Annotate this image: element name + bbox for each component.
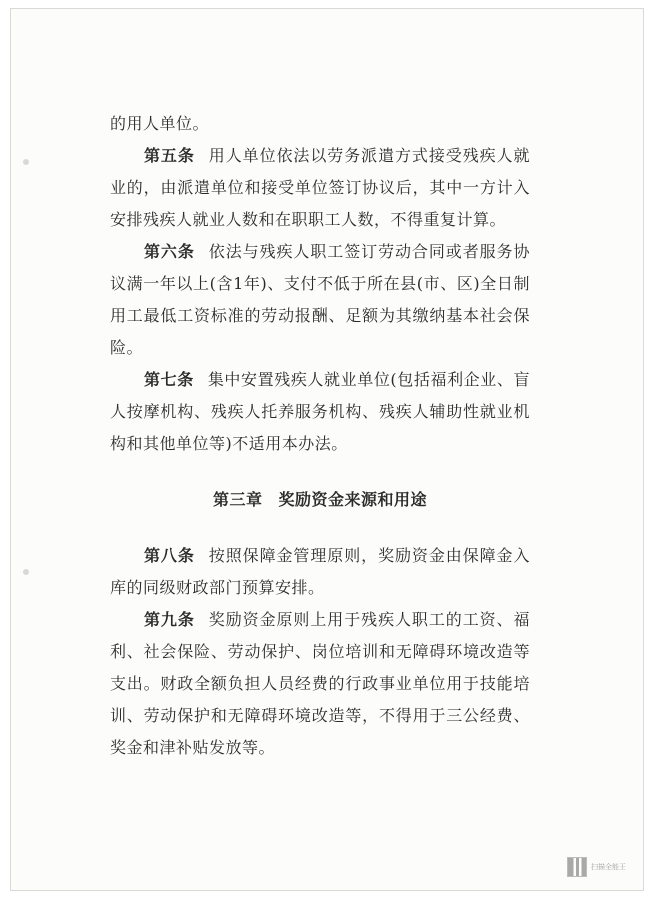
paragraph-text: 的用人单位。 [110,114,210,133]
article-8 [110,540,530,604]
scanner-watermark [567,857,626,877]
binding-hole-mark [23,569,29,575]
article-7 [110,364,530,460]
article-9 [110,604,530,764]
article-number: 第七条 [144,370,194,389]
watermark-label: 扫描全能王 [591,862,626,871]
qr-code-icon [567,857,587,877]
article-number: 第六条 [144,242,195,261]
article-5 [110,140,530,236]
chapter-title: 奖励资金来源和用途 [278,490,428,509]
article-text: 按照保障金管理原则，奖励资金由保障金入库的同级财政部门预算安排。 [110,546,530,597]
document-body [110,108,530,764]
paragraph-continuation [110,108,530,140]
chapter-heading [110,484,530,516]
article-text: 奖励资金原则上用于残疾人职工的工资、福利、社会保险、劳动保护、岗位培训和无障碍环境改造等支出。财政全额负担人员经费的行政事业单位用于技能培训、劳动保护和无障碍环境改造等，不得用于三公经费、奖金和津补贴发放等。 [110,610,530,757]
chapter-number: 第三章 [212,490,263,509]
article-number: 第九条 [144,610,195,629]
binding-hole-mark [23,159,29,165]
article-number: 第五条 [144,146,195,165]
article-6 [110,236,530,364]
article-text: 集中安置残疾人就业单位(包括福利企业、盲人按摩机构、残疾人托养服务机构、残疾人辅助性就业机构和其他单位等)不适用本办法。 [110,370,530,453]
article-text: 用人单位依法以劳务派遣方式接受残疾人就业的，由派遣单位和接受单位签订协议后，其中一方计入安排残疾人就业人数和在职职工人数，不得重复计算。 [110,146,530,229]
article-number: 第八条 [144,546,195,565]
article-text: 依法与残疾人职工签订劳动合同或者服务协议满一年以上(含1年)、支付不低于所在县(市、区)全日制用工最低工资标准的劳动报酬、足额为其缴纳基本社会保险。 [110,242,530,357]
